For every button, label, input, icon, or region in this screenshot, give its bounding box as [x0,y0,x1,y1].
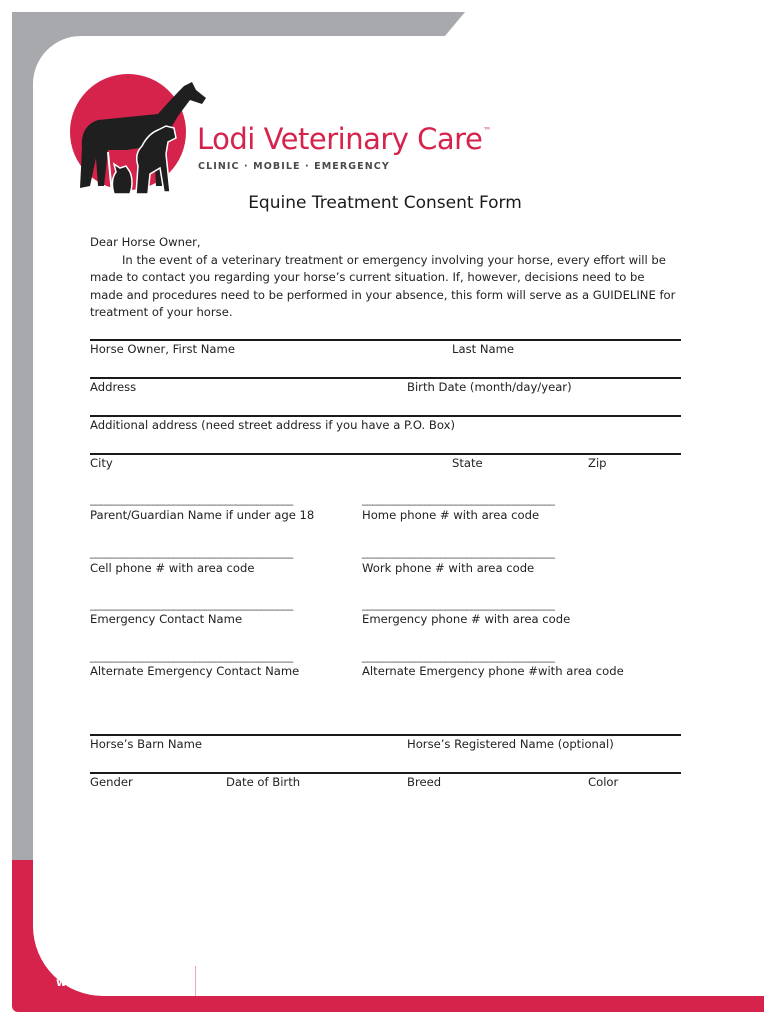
intro-line-1: In the event of a veterinary treatment or emergency involving your horse, every effort will be [122,252,666,267]
brand-name: Lodi Veterinary Care [197,122,483,156]
trademark-mark: ™ [483,126,491,135]
emergency-name-blank[interactable]: _______________________________________ [90,597,293,611]
additional-address-label: Additional address (need street address if you have a P.O. Box) [90,418,455,432]
greeting: Dear Horse Owner, [90,235,201,249]
field-line[interactable] [90,453,681,455]
zip-label: Zip [588,456,607,470]
intro-text: made to contact you regarding your horse’s current situation. If, however, decisions need to be made and procedures need to be performed in your absence, this form will serve as a GUIDELINE for treatment of your horse. [90,270,676,320]
barn-name-label: Horse’s Barn Name [90,737,203,751]
logo-animals-icon [68,68,208,198]
registered-name-label: Horse’s Registered Name (optional) [407,737,614,751]
last-name-label: Last Name [452,342,515,356]
state-label: State [452,456,483,470]
city-label: City [90,456,113,470]
field-line[interactable] [90,415,681,417]
field-line[interactable] [90,734,681,736]
footer-divider [195,966,196,996]
alt-emergency-name-blank[interactable]: _______________________________________ [90,649,293,663]
work-phone-blank[interactable]: _____________________________________ [362,545,555,559]
address-label: Address [90,380,137,394]
logo-wordmark [197,122,491,156]
field-line[interactable] [90,339,681,341]
alt-emergency-name-label: Alternate Emergency Contact Name [90,664,300,678]
guardian-blank[interactable]: _______________________________________ [90,492,293,506]
alt-emergency-phone-label: Alternate Emergency phone #with area code [362,664,624,678]
emergency-phone-blank[interactable]: _____________________________________ [362,597,555,611]
color-label: Color [588,775,619,789]
logo-tagline: CLINIC · MOBILE · EMERGENCY [198,161,390,172]
owner-first-name-label: Horse Owner, First Name [90,342,235,356]
form-title: Equine Treatment Consent Form [248,193,522,213]
footer-address: 705 North Main Street, Lodi, WI 53555 · p. 608.592.7755 · f. 608.592.5701 [220,976,612,988]
intro-paragraph [90,234,680,322]
guardian-label: Parent/Guardian Name if under age 18 [90,508,315,522]
field-line[interactable] [90,377,681,379]
home-phone-label: Home phone # with area code [362,508,540,522]
footer-website[interactable]: www.lodivet.com [56,975,177,989]
dob-label: Date of Birth [226,775,301,789]
emergency-name-label: Emergency Contact Name [90,612,243,626]
cell-phone-blank[interactable]: _______________________________________ [90,545,293,559]
cell-phone-label: Cell phone # with area code [90,561,255,575]
work-phone-label: Work phone # with area code [362,561,535,575]
emergency-phone-label: Emergency phone # with area code [362,612,571,626]
alt-emergency-phone-blank[interactable]: _____________________________________ [362,649,555,663]
gender-label: Gender [90,775,133,789]
page-panel-bottom [33,860,770,952]
birth-date-label: Birth Date (month/day/year) [407,380,572,394]
field-line[interactable] [90,772,681,774]
breed-label: Breed [407,775,442,789]
home-phone-blank[interactable]: _____________________________________ [362,492,555,506]
